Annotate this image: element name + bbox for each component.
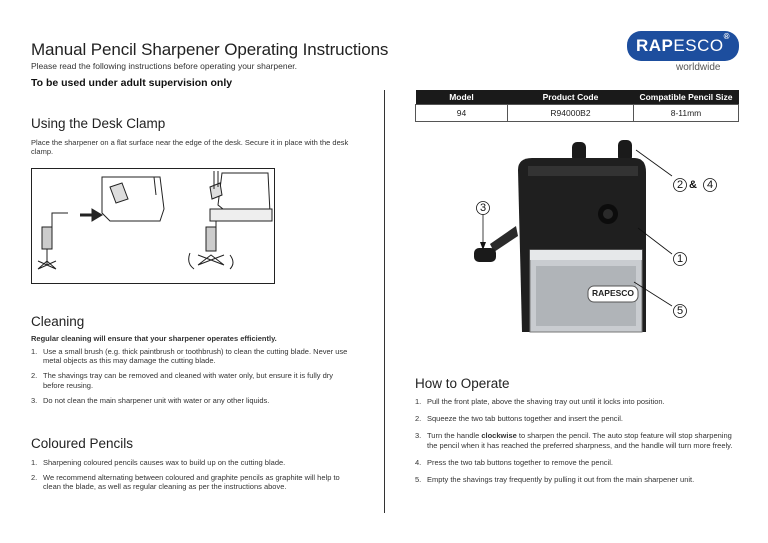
list-item: 3. Turn the handle clockwise to sharpen the pencil. The auto stop feature will stop sharpening the pencil when it has reached the preferred sharpness, and the handle will turn more freely. — [415, 431, 733, 450]
list-item: 1. Sharpening coloured pencils causes wax to build up on the cutting blade. — [31, 458, 286, 467]
callout-ampersand: & — [689, 179, 697, 191]
list-item: 1. Pull the front plate, above the shaving tray out until it locks into position. — [415, 397, 665, 406]
how-to-operate-heading: How to Operate — [415, 376, 510, 391]
cleaning-intro: Regular cleaning will ensure that your sharpener operates efficiently. — [31, 334, 277, 343]
coloured-pencils-heading: Coloured Pencils — [31, 436, 134, 451]
callout-5: 5 — [677, 305, 684, 317]
callout-1: 1 — [677, 253, 684, 265]
desk-clamp-text: Place the sharpener on a flat surface near the edge of the desk. Secure it in place with the desk clamp. — [31, 138, 349, 157]
callout-3: 3 — [480, 202, 487, 214]
logo-tagline: worldwide — [676, 62, 721, 73]
cleaning-heading: Cleaning — [31, 314, 85, 329]
page-title: Manual Pencil Sharpener Operating Instructions — [31, 40, 389, 59]
logo-registered-mark: ® — [723, 32, 730, 41]
list-item: 3. Do not clean the main sharpener unit with water or any other liquids. — [31, 395, 270, 405]
supervision-warning: To be used under adult supervision only — [31, 77, 233, 89]
callout-2: 2 — [677, 179, 684, 191]
callout-4: 4 — [707, 179, 714, 191]
list-item: 5. Empty the shavings tray frequently by pulling it out from the main sharpener unit. — [415, 475, 695, 485]
list-item: 2. Squeeze the two tab buttons together and insert the pencil. — [415, 414, 623, 424]
col-header: Model — [416, 90, 508, 105]
list-item: 2. The shavings tray can be removed and cleaned with water only, but ensure it is fully dry before reusing. — [31, 371, 334, 390]
table-cell: 8-11mm — [634, 105, 739, 122]
logo-text-light: ESCO — [673, 36, 724, 55]
desk-clamp-heading: Using the Desk Clamp — [31, 116, 166, 131]
logo-text-bold: RAP — [636, 36, 674, 55]
list-item: 1. Use a small brush (e.g. thick paintbrush or toothbrush) to clean the cutting blade. Never use metal objects as this may damage the cutting blade. — [31, 347, 348, 366]
col-header: Compatible Pencil Size — [634, 90, 739, 105]
table-cell: R94000B2 — [508, 105, 634, 122]
list-item: 2. We recommend alternating between coloured and graphite pencils as graphite will help to clean the blade, as well as regular cleaning as per the instructions above. — [31, 473, 340, 492]
tray-logo-label: RAPESCO — [592, 288, 635, 298]
list-item: 4. Press the two tab buttons together to remove the pencil. — [415, 457, 613, 467]
table-cell: 94 — [416, 105, 508, 122]
operate-list — [415, 397, 735, 490]
col-header: Product Code — [508, 90, 634, 105]
page-subtitle: Please read the following instructions before operating your sharpener. — [31, 61, 298, 71]
